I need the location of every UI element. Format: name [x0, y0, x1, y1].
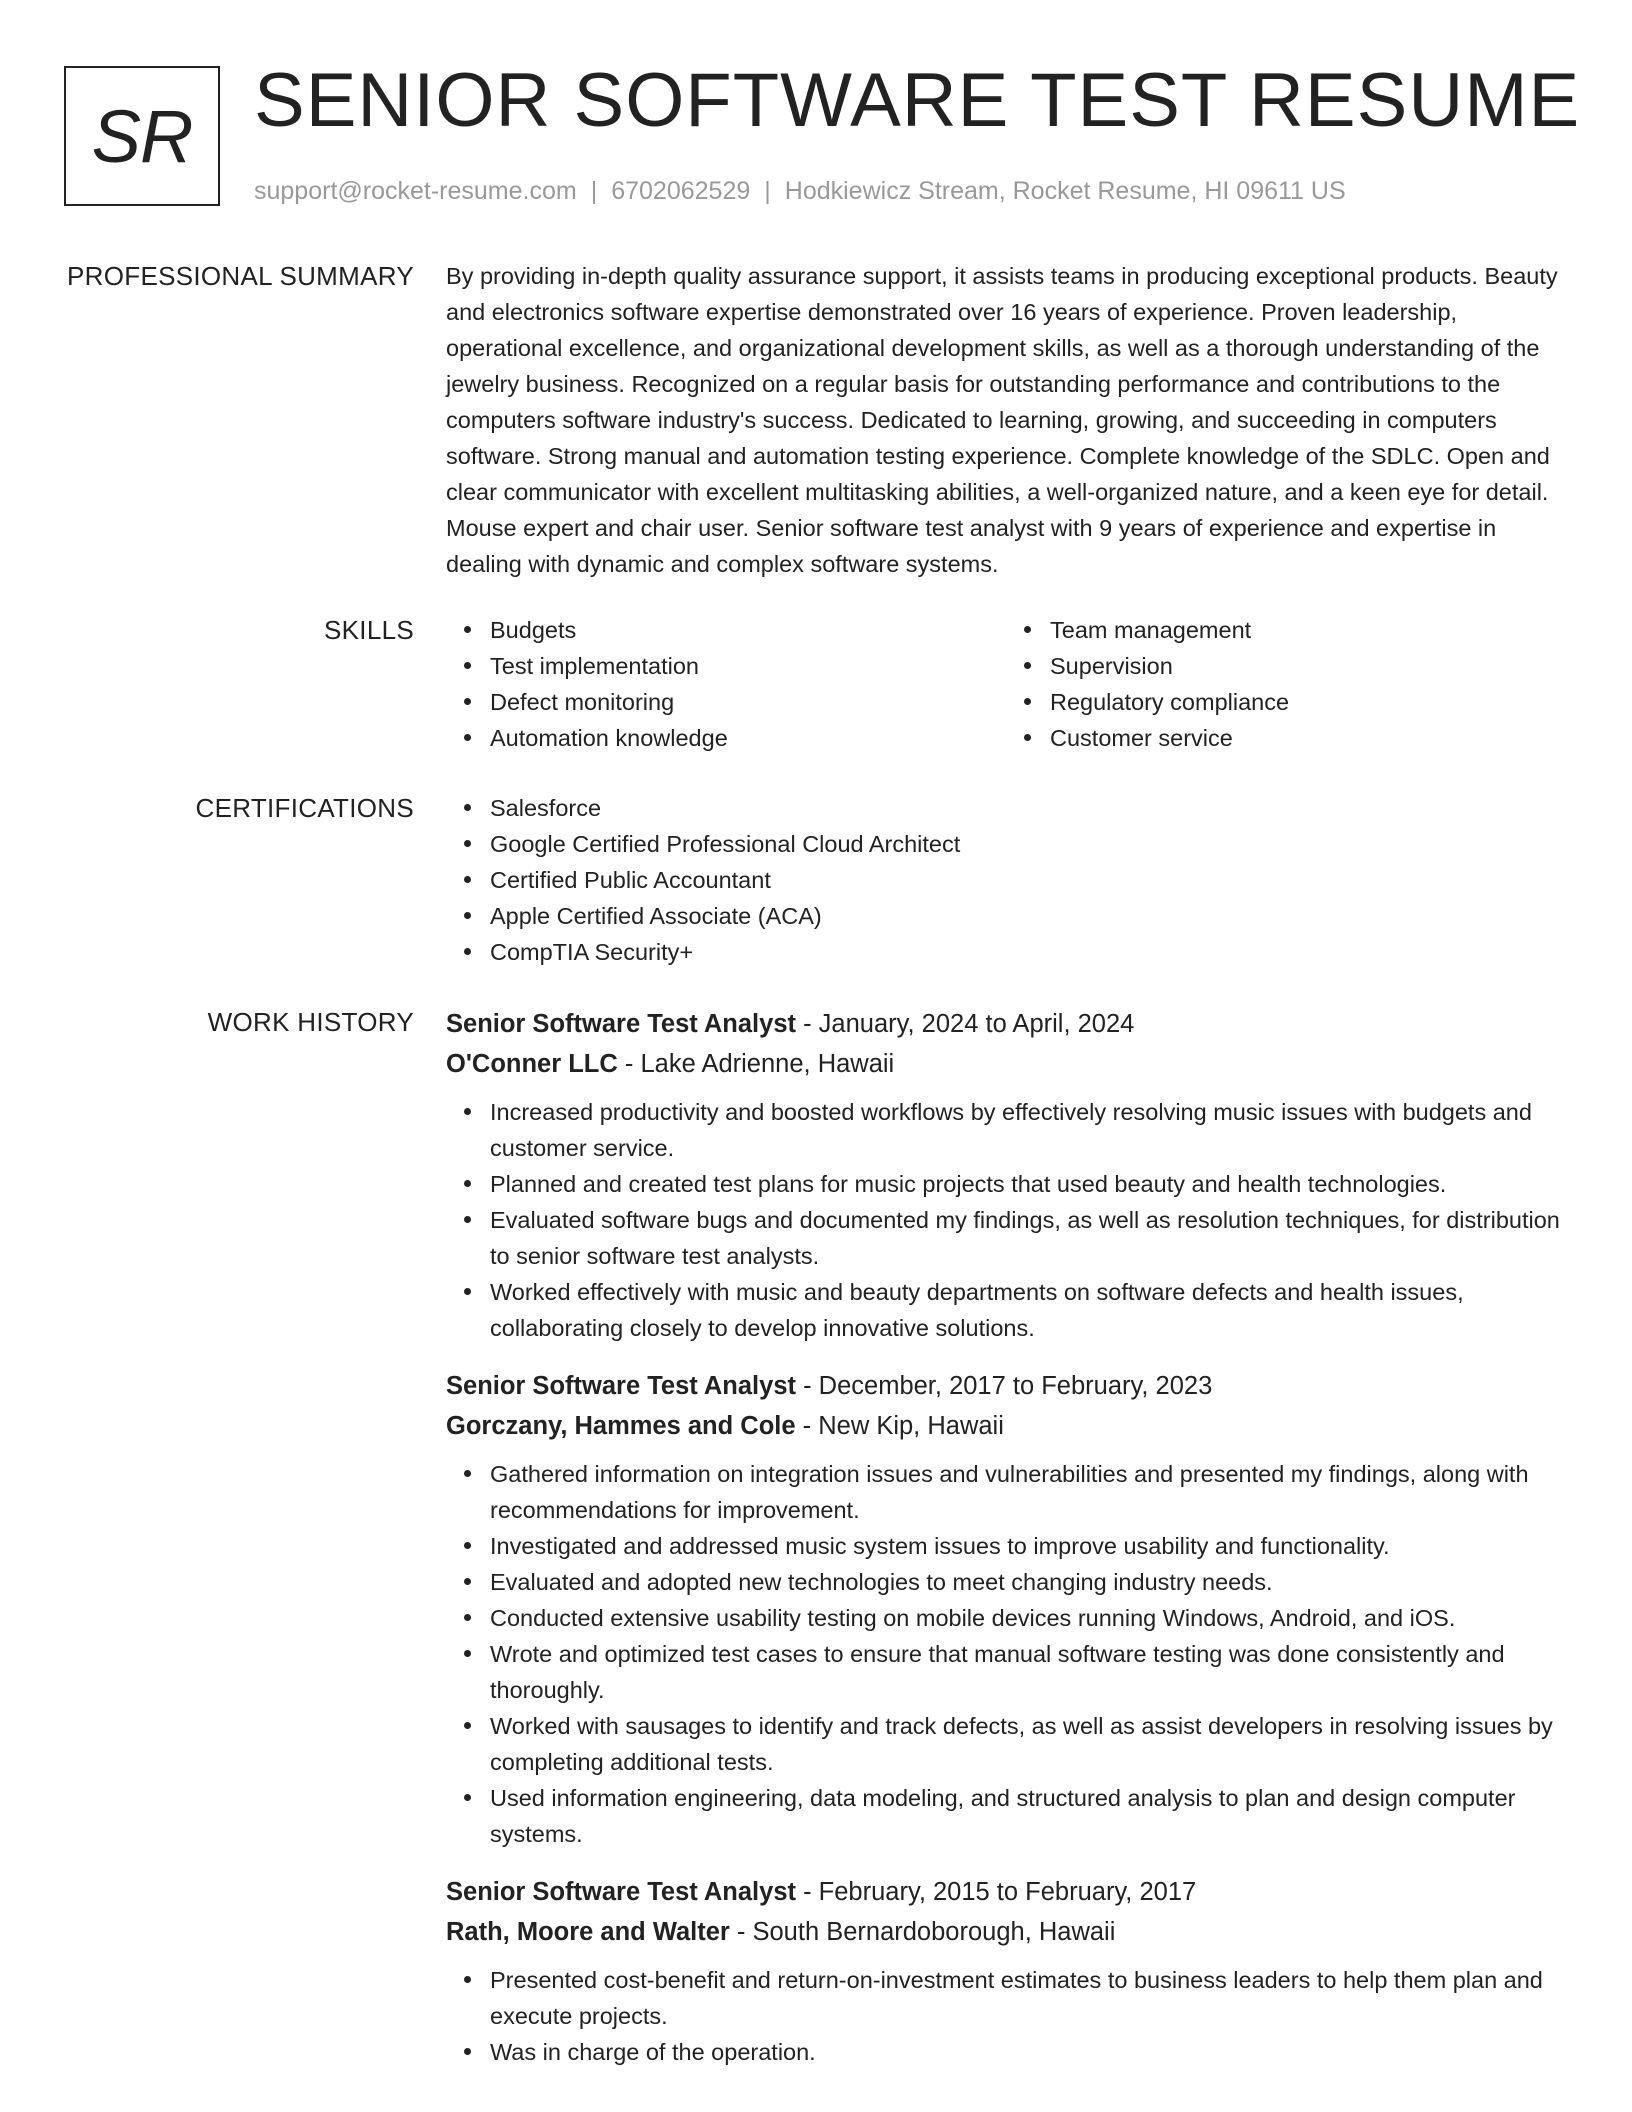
job-duty: Gathered information on integration issues and vulnerabilities and presented my findings, along with recommendations for improvement. — [490, 1456, 1566, 1528]
job-company: O'Conner LLC — [446, 1050, 618, 1078]
certification-item: Google Certified Professional Cloud Architect — [490, 826, 1566, 862]
contact-phone: 6702062529 — [611, 177, 751, 205]
job-company-line — [446, 1044, 1566, 1084]
contact-address: Hodkiewicz Stream, Rocket Resume, HI 09611 US — [784, 177, 1346, 205]
job-location: - New Kip, Hawaii — [795, 1412, 1004, 1440]
certification-item: CompTIA Security+ — [490, 934, 1566, 970]
job-duties-list — [446, 1456, 1566, 1852]
job-company: Rath, Moore and Walter — [446, 1918, 730, 1946]
section-label-summary: PROFESSIONAL SUMMARY — [67, 261, 414, 291]
skills-list-left — [446, 612, 1006, 756]
job-title: Senior Software Test Analyst — [446, 1372, 797, 1400]
job-duty: Increased productivity and boosted workflows by effectively resolving music issues with budgets and customer service. — [490, 1094, 1566, 1166]
job-dates: - December, 2017 to February, 2023 — [796, 1372, 1213, 1400]
skill-item: Supervision — [1050, 648, 1566, 684]
section-label-certifications: CERTIFICATIONS — [195, 793, 414, 823]
resume-title: SENIOR SOFTWARE TEST RESUME — [254, 58, 1581, 143]
job-title-line — [446, 1004, 1566, 1044]
job-title: Senior Software Test Analyst — [446, 1878, 797, 1906]
skills-body — [446, 612, 1566, 756]
job-title-line — [446, 1872, 1566, 1912]
summary-text: By providing in-depth quality assurance support, it assists teams in producing exceptional products. Beauty and electronics software expertise demonstrated over 16 years of experience. Proven leadership, operational excellence, and organizational development skills, as well as a thorough understanding of the jewelry business. Recognized on a regular basis for outstanding performance and contributions to the computers software industry's success. Dedicated to learning, growing, and succeeding in computers software. Strong manual and automation testing experience. Complete knowledge of the SDLC. Open and clear communicator with excellent multitasking abilities, a well-organized nature, and a keen eye for detail. Mouse expert and chair user. Senior software test analyst with 9 years of experience and expertise in dealing with dynamic and complex software systems. — [446, 263, 1558, 577]
skills-columns — [446, 612, 1566, 756]
contact-email: support@rocket-resume.com — [254, 177, 577, 205]
skill-item: Automation knowledge — [490, 720, 1006, 756]
job-duty: Conducted extensive usability testing on mobile devices running Windows, Android, and iOS. — [490, 1600, 1566, 1636]
skill-item: Regulatory compliance — [1050, 684, 1566, 720]
skill-item: Team management — [1050, 612, 1566, 648]
resume-header — [0, 0, 1632, 230]
contact-separator: | — [764, 177, 771, 205]
job-location: - Lake Adrienne, Hawaii — [617, 1050, 895, 1078]
work-history-body — [446, 1004, 1566, 2090]
job-location: - South Bernardoborough, Hawaii — [729, 1918, 1116, 1946]
job-duty: Planned and created test plans for music projects that used beauty and health technologies. — [490, 1166, 1566, 1202]
job-dates: - February, 2015 to February, 2017 — [796, 1878, 1197, 1906]
job-entry — [446, 1366, 1566, 1852]
job-title: Senior Software Test Analyst — [446, 1010, 797, 1038]
skills-list-right — [1006, 612, 1566, 756]
job-duty: Was in charge of the operation. — [490, 2034, 1566, 2070]
certification-item: Certified Public Accountant — [490, 862, 1566, 898]
certifications-body — [446, 790, 1566, 970]
job-duty: Evaluated and adopted new technologies to meet changing industry needs. — [490, 1564, 1566, 1600]
job-entry — [446, 1872, 1566, 2070]
summary-body — [446, 258, 1566, 582]
monogram-initials: SR — [91, 94, 193, 178]
job-company: Gorczany, Hammes and Cole — [446, 1412, 796, 1440]
job-company-line — [446, 1406, 1566, 1446]
skill-item: Customer service — [1050, 720, 1566, 756]
job-company-line — [446, 1912, 1566, 1952]
job-duty: Worked effectively with music and beauty departments on software defects and health issues, collaborating closely to develop innovative solutions. — [490, 1274, 1566, 1346]
job-duty: Evaluated software bugs and documented my findings, as well as resolution techniques, for distribution to senior software test analysts. — [490, 1202, 1566, 1274]
skill-item: Budgets — [490, 612, 1006, 648]
certification-item: Apple Certified Associate (ACA) — [490, 898, 1566, 934]
certifications-list — [446, 790, 1566, 970]
job-duty: Worked with sausages to identify and track defects, as well as assist developers in resolving issues by completing additional tests. — [490, 1708, 1566, 1780]
job-duty: Wrote and optimized test cases to ensure that manual software testing was done consistently and thoroughly. — [490, 1636, 1566, 1708]
section-label-work-history: WORK HISTORY — [207, 1007, 414, 1037]
monogram-box — [64, 66, 220, 206]
job-duty: Investigated and addressed music system issues to improve usability and functionality. — [490, 1528, 1566, 1564]
job-duty: Presented cost-benefit and return-on-investment estimates to business leaders to help them plan and execute projects. — [490, 1962, 1566, 2034]
section-label-skills: SKILLS — [324, 615, 414, 645]
skill-item: Test implementation — [490, 648, 1006, 684]
job-dates: - January, 2024 to April, 2024 — [796, 1010, 1135, 1038]
certification-item: Salesforce — [490, 790, 1566, 826]
job-entry — [446, 1004, 1566, 1346]
skill-item: Defect monitoring — [490, 684, 1006, 720]
job-title-line — [446, 1366, 1566, 1406]
contact-separator: | — [590, 177, 598, 205]
job-duty: Used information engineering, data modeling, and structured analysis to plan and design computer systems. — [490, 1780, 1566, 1852]
job-duties-list — [446, 1094, 1566, 1346]
job-duties-list — [446, 1962, 1566, 2070]
contact-line — [254, 174, 1346, 208]
